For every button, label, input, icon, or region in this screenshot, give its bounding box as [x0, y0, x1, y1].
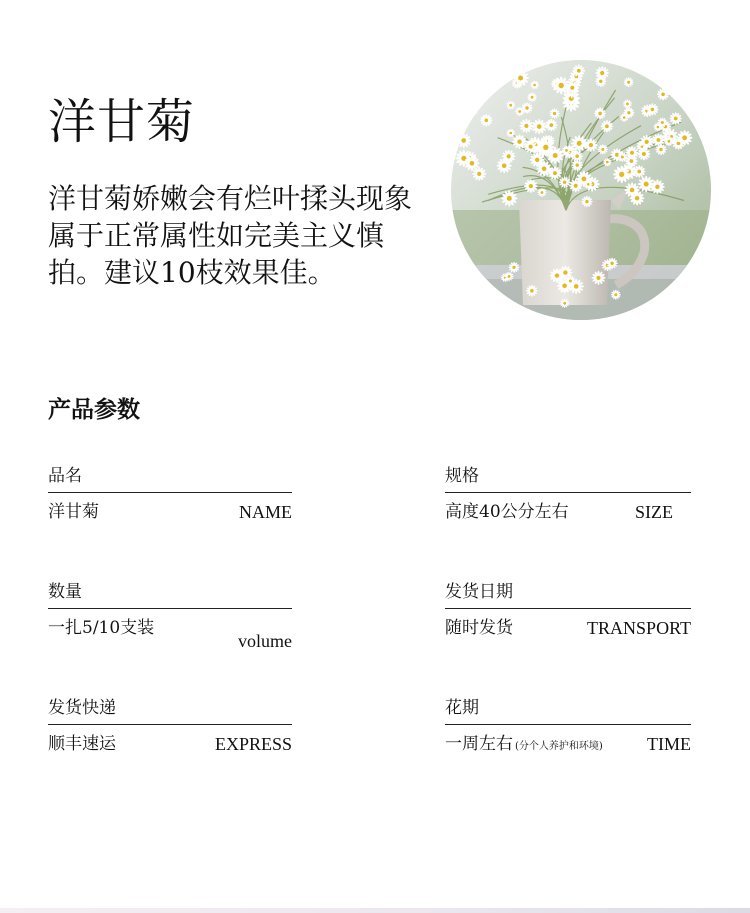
param-name	[48, 465, 292, 529]
param-transport-label: 发货日期	[445, 582, 513, 602]
product-description: 洋甘菊娇嫩会有烂叶揉头现象属于正常属性如完美主义慎拍。建议10枝效果佳。	[48, 182, 413, 289]
param-time-english: TIME	[647, 734, 691, 754]
param-express-label: 发货快递	[48, 698, 116, 718]
param-time-value-wrap	[445, 733, 603, 758]
param-transport-value: 随时发货	[445, 618, 513, 638]
page-title: 洋甘菊	[48, 94, 196, 150]
param-name-value: 洋甘菊	[48, 502, 99, 522]
divider	[445, 724, 691, 725]
param-express	[48, 697, 292, 761]
param-transport	[445, 581, 691, 645]
param-size-label: 规格	[445, 466, 479, 486]
param-size-english: SIZE	[635, 502, 673, 522]
divider	[48, 608, 292, 609]
param-name-english: NAME	[239, 502, 292, 522]
param-volume-value: 一扎5/10支装	[48, 618, 155, 638]
divider	[48, 724, 292, 725]
chamomile-photo	[451, 60, 711, 320]
param-volume-english: volume	[238, 631, 292, 651]
divider	[445, 492, 691, 493]
divider	[445, 608, 691, 609]
param-volume	[48, 581, 292, 651]
param-time	[445, 697, 691, 761]
divider	[48, 492, 292, 493]
param-transport-english: TRANSPORT	[587, 618, 691, 638]
param-express-value: 顺丰速运	[48, 734, 116, 754]
param-express-english: EXPRESS	[214, 734, 292, 754]
bottom-strip	[0, 908, 750, 913]
section-title: 产品参数	[48, 396, 140, 423]
param-volume-label: 数量	[48, 582, 82, 602]
param-time-value: 一周左右	[445, 734, 513, 754]
param-size	[445, 465, 691, 529]
param-time-label: 花期	[445, 698, 479, 718]
param-name-label: 品名	[48, 466, 82, 486]
param-time-note: (分个人养护和环境)	[515, 741, 603, 752]
param-size-value: 高度40公分左右	[445, 502, 569, 522]
